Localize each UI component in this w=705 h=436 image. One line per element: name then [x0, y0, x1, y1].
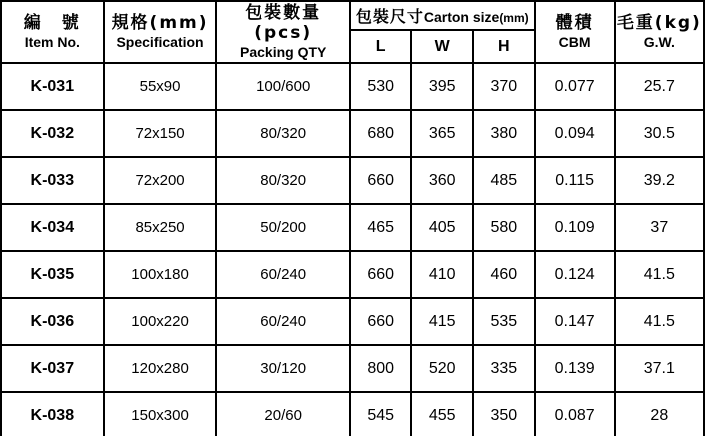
- cell-specification: 72x150: [104, 110, 217, 157]
- cell-gross-weight: 39.2: [615, 157, 704, 204]
- cell-cbm: 0.147: [535, 298, 615, 345]
- header-item-no-cn: 編 號: [23, 13, 81, 33]
- cell-carton-w: 520: [411, 345, 473, 392]
- cell-carton-w: 365: [411, 110, 473, 157]
- cell-carton-h: 380: [473, 110, 535, 157]
- cell-carton-w: 415: [411, 298, 473, 345]
- cell-packing-qty: 60/240: [216, 298, 349, 345]
- cell-gross-weight: 25.7: [615, 63, 704, 110]
- cell-item-no: K-033: [1, 157, 104, 204]
- cell-item-no: K-034: [1, 204, 104, 251]
- cell-carton-l: 465: [350, 204, 412, 251]
- cell-carton-w: 405: [411, 204, 473, 251]
- cell-carton-l: 660: [350, 298, 412, 345]
- header-carton-size-en: Carton size: [423, 9, 500, 25]
- cell-packing-qty: 80/320: [216, 110, 349, 157]
- cell-specification: 100x220: [104, 298, 217, 345]
- table-row: [1, 63, 704, 110]
- cell-packing-qty: 100/600: [216, 63, 349, 110]
- cell-gross-weight: 41.5: [615, 298, 704, 345]
- header-carton-h: H: [473, 30, 535, 63]
- header-gross-weight: [615, 1, 704, 63]
- cell-carton-l: 660: [350, 251, 412, 298]
- cell-packing-qty: 30/120: [216, 345, 349, 392]
- cell-cbm: 0.139: [535, 345, 615, 392]
- cell-item-no: K-035: [1, 251, 104, 298]
- cell-cbm: 0.109: [535, 204, 615, 251]
- cell-specification: 150x300: [104, 392, 217, 436]
- cell-gross-weight: 28: [615, 392, 704, 436]
- header-gross-weight-en: G.W.: [643, 34, 675, 50]
- header-item-no: [1, 1, 104, 63]
- cell-carton-h: 335: [473, 345, 535, 392]
- cell-cbm: 0.124: [535, 251, 615, 298]
- cell-specification: 120x280: [104, 345, 217, 392]
- header-cbm: [535, 1, 615, 63]
- header-cbm-en: CBM: [558, 34, 591, 50]
- cell-carton-l: 680: [350, 110, 412, 157]
- cell-gross-weight: 37.1: [615, 345, 704, 392]
- table-row: [1, 157, 704, 204]
- header-item-no-en: Item No.: [24, 34, 80, 50]
- table-row: [1, 204, 704, 251]
- cell-cbm: 0.087: [535, 392, 615, 436]
- header-gross-weight-cn: 毛重(kg): [616, 13, 702, 33]
- cell-cbm: 0.077: [535, 63, 615, 110]
- header-row-top: [1, 1, 704, 30]
- header-packing-qty-cn: 包裝數量(pcs): [245, 3, 322, 43]
- cell-carton-l: 800: [350, 345, 412, 392]
- header-carton-size-cn: 包裝尺寸: [355, 7, 424, 26]
- cell-carton-h: 350: [473, 392, 535, 436]
- cell-packing-qty: 60/240: [216, 251, 349, 298]
- cell-carton-h: 535: [473, 298, 535, 345]
- cell-carton-w: 455: [411, 392, 473, 436]
- cell-carton-h: 485: [473, 157, 535, 204]
- header-carton-w: W: [411, 30, 473, 63]
- cell-packing-qty: 50/200: [216, 204, 349, 251]
- table-row: [1, 392, 704, 436]
- cell-carton-l: 545: [350, 392, 412, 436]
- table-row: [1, 298, 704, 345]
- cell-cbm: 0.115: [535, 157, 615, 204]
- cell-carton-l: 530: [350, 63, 412, 110]
- header-carton-size: [350, 1, 535, 30]
- header-specification-cn: 規格(mm): [111, 13, 209, 33]
- cell-cbm: 0.094: [535, 110, 615, 157]
- cell-item-no: K-031: [1, 63, 104, 110]
- cell-carton-w: 395: [411, 63, 473, 110]
- header-specification-en: Specification: [116, 34, 204, 50]
- cell-gross-weight: 30.5: [615, 110, 704, 157]
- cell-item-no: K-032: [1, 110, 104, 157]
- cell-specification: 100x180: [104, 251, 217, 298]
- cell-specification: 85x250: [104, 204, 217, 251]
- table-row: [1, 251, 704, 298]
- header-packing-qty: [216, 1, 349, 63]
- header-cbm-cn: 體積: [555, 13, 594, 33]
- cell-carton-h: 370: [473, 63, 535, 110]
- cell-gross-weight: 37: [615, 204, 704, 251]
- cell-item-no: K-038: [1, 392, 104, 436]
- cell-carton-h: 580: [473, 204, 535, 251]
- header-carton-size-unit: (mm): [499, 11, 529, 25]
- cell-packing-qty: 20/60: [216, 392, 349, 436]
- table-row: [1, 345, 704, 392]
- cell-gross-weight: 41.5: [615, 251, 704, 298]
- cell-carton-h: 460: [473, 251, 535, 298]
- cell-packing-qty: 80/320: [216, 157, 349, 204]
- table-row: [1, 110, 704, 157]
- cell-carton-l: 660: [350, 157, 412, 204]
- header-packing-qty-en: Packing QTY: [240, 44, 327, 60]
- table-body: [1, 63, 704, 436]
- cell-carton-w: 360: [411, 157, 473, 204]
- table-header: [1, 1, 704, 63]
- cell-specification: 55x90: [104, 63, 217, 110]
- cell-item-no: K-036: [1, 298, 104, 345]
- cell-carton-w: 410: [411, 251, 473, 298]
- header-specification: [104, 1, 217, 63]
- cell-specification: 72x200: [104, 157, 217, 204]
- header-carton-l: L: [350, 30, 412, 63]
- cell-item-no: K-037: [1, 345, 104, 392]
